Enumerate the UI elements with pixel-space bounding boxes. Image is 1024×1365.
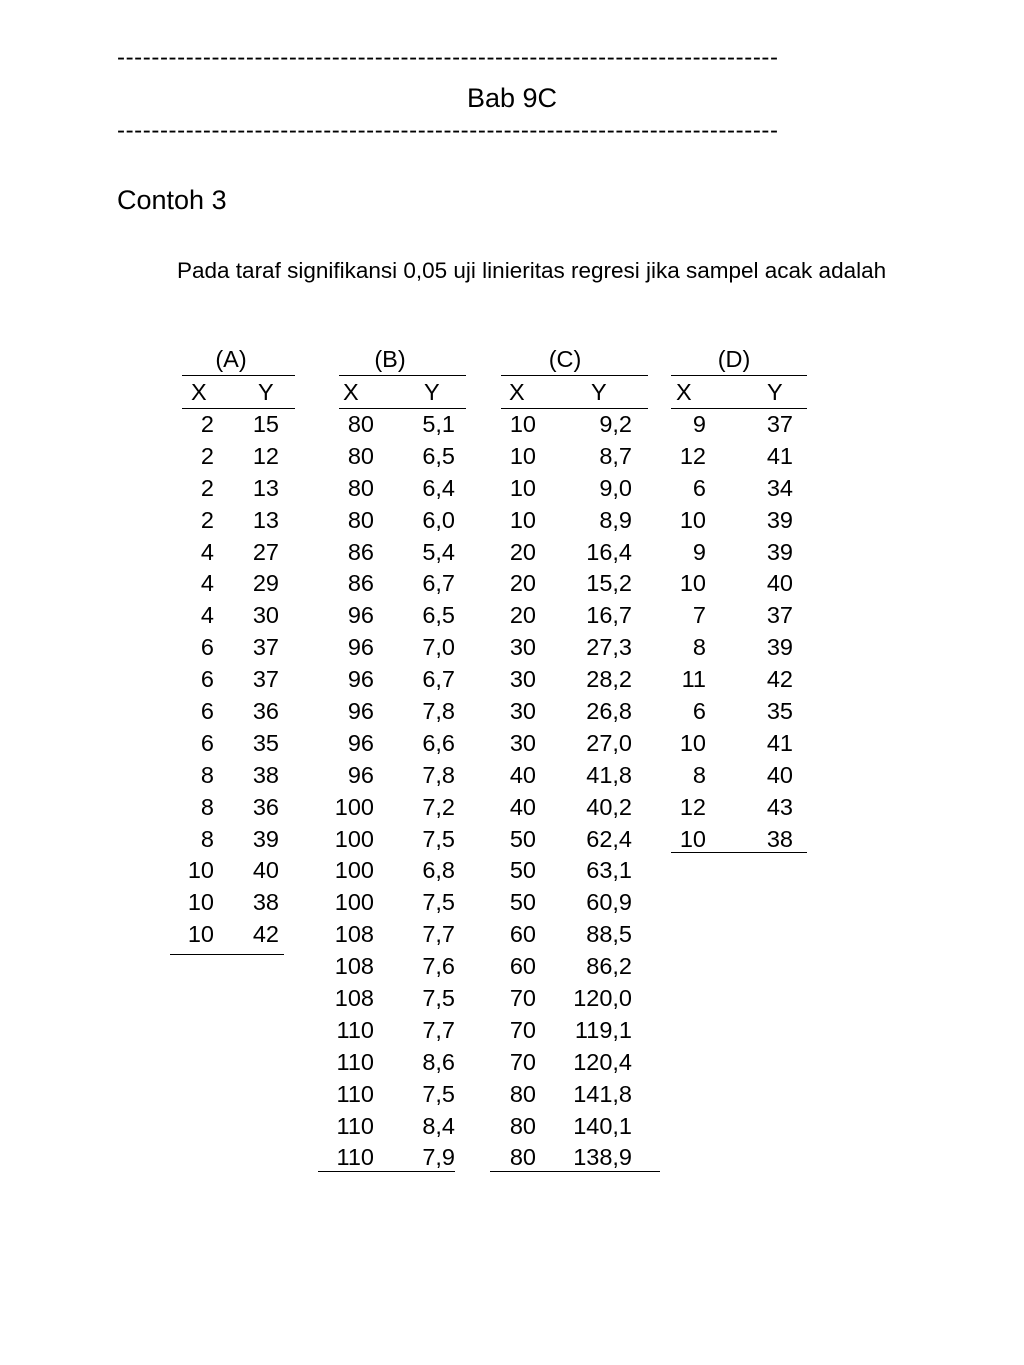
x-value-cell: 6 [200, 634, 214, 661]
x-value-cell: 6 [200, 729, 214, 756]
y-value-cell: 6,6 [422, 729, 455, 756]
y-value-cell: 27 [252, 538, 279, 565]
y-value-cell: 7,0 [422, 634, 455, 661]
y-value-cell: 40 [252, 857, 279, 884]
x-value-cell: 110 [336, 1048, 374, 1075]
x-value-cell: 10 [679, 729, 706, 756]
y-value-cell: 15,2 [586, 570, 632, 597]
dataset-b-top-rule [339, 375, 466, 376]
x-value-cell: 40 [509, 761, 536, 788]
x-value-cell: 7 [692, 602, 706, 629]
y-value-cell: 5,1 [422, 411, 455, 437]
dataset-a-x-header: X [191, 379, 207, 405]
y-value-cell: 38 [252, 761, 279, 788]
x-value-cell: 8 [200, 793, 214, 820]
y-value-cell: 6,7 [422, 570, 455, 597]
y-value-cell: 28,2 [586, 666, 632, 693]
x-value-cell: 50 [509, 889, 536, 916]
y-value-cell: 39 [766, 538, 793, 565]
x-value-cell: 86 [347, 538, 374, 565]
x-value-cell: 108 [334, 921, 374, 948]
y-value-cell: 39 [766, 506, 793, 533]
x-value-cell: 30 [509, 666, 536, 693]
x-value-cell: 80 [347, 411, 374, 437]
dataset-c-bottom-rule [490, 1171, 660, 1172]
x-value-cell: 10 [679, 506, 706, 533]
dataset-a-top-rule [182, 375, 295, 376]
y-value-cell: 8,6 [422, 1048, 455, 1075]
problem-statement: Pada taraf signifikansi 0,05 uji linieritas regresi jika sampel acak adalah [177, 258, 887, 283]
x-value-cell: 40 [509, 793, 536, 820]
y-value-cell: 7,5 [422, 825, 455, 852]
x-value-cell: 80 [347, 442, 374, 469]
x-value-cell: 70 [509, 1048, 536, 1075]
y-value-cell: 40 [766, 570, 793, 597]
dataset-b-bottom-rule [318, 1171, 455, 1172]
y-value-cell: 7,7 [422, 1016, 455, 1043]
x-value-cell: 10 [509, 506, 536, 533]
dataset-d-x-header: X [676, 379, 692, 405]
dataset-d-y-column [745, 409, 793, 855]
y-value-cell: 138,9 [573, 1144, 632, 1171]
dataset-a-bottom-rule [170, 954, 284, 955]
y-value-cell: 9,2 [599, 411, 632, 437]
x-value-cell: 2 [200, 506, 214, 533]
x-value-cell: 2 [200, 442, 214, 469]
y-value-cell: 26,8 [586, 698, 632, 725]
x-value-cell: 80 [347, 506, 374, 533]
x-value-cell: 110 [336, 1016, 374, 1043]
x-value-cell: 100 [334, 825, 374, 852]
y-value-cell: 141,8 [573, 1080, 632, 1107]
x-value-cell: 9 [692, 411, 706, 437]
x-value-cell: 108 [334, 985, 374, 1012]
dataset-b-y-header: Y [424, 379, 440, 405]
x-value-cell: 10 [679, 570, 706, 597]
x-value-cell: 80 [509, 1144, 536, 1171]
y-value-cell: 7,5 [422, 985, 455, 1012]
y-value-cell: 6,5 [422, 442, 455, 469]
y-value-cell: 41 [766, 442, 793, 469]
x-value-cell: 6 [200, 698, 214, 725]
x-value-cell: 60 [509, 953, 536, 980]
y-value-cell: 7,8 [422, 761, 455, 788]
y-value-cell: 7,5 [422, 1080, 455, 1107]
y-value-cell: 27,3 [586, 634, 632, 661]
x-value-cell: 80 [509, 1112, 536, 1139]
x-value-cell: 8 [692, 761, 706, 788]
x-value-cell: 9 [692, 538, 706, 565]
y-value-cell: 6,8 [422, 857, 455, 884]
y-value-cell: 7,7 [422, 921, 455, 948]
x-value-cell: 30 [509, 698, 536, 725]
x-value-cell: 96 [347, 602, 374, 629]
x-value-cell: 96 [347, 698, 374, 725]
x-value-cell: 10 [187, 857, 214, 884]
y-value-cell: 38 [252, 889, 279, 916]
y-value-cell: 8,4 [422, 1112, 455, 1139]
x-value-cell: 20 [509, 602, 536, 629]
x-value-cell: 80 [509, 1080, 536, 1107]
y-value-cell: 12 [252, 442, 279, 469]
x-value-cell: 10 [509, 474, 536, 501]
x-value-cell: 86 [347, 570, 374, 597]
y-value-cell: 42 [252, 921, 279, 948]
dataset-c-y-header: Y [591, 379, 607, 405]
chapter-title: Bab 9C [466, 83, 558, 113]
x-value-cell: 20 [509, 538, 536, 565]
x-value-cell: 30 [509, 729, 536, 756]
y-value-cell: 39 [766, 634, 793, 661]
y-value-cell: 60,9 [586, 889, 632, 916]
x-value-cell: 10 [509, 442, 536, 469]
dataset-b-x-column [318, 409, 374, 1174]
x-value-cell: 110 [336, 1112, 374, 1139]
x-value-cell: 12 [679, 793, 706, 820]
x-value-cell: 8 [200, 825, 214, 852]
x-value-cell: 12 [679, 442, 706, 469]
y-value-cell: 27,0 [586, 729, 632, 756]
y-value-cell: 37 [766, 411, 793, 437]
x-value-cell: 2 [200, 474, 214, 501]
dataset-a-label: (A) [215, 346, 247, 372]
x-value-cell: 100 [334, 857, 374, 884]
y-value-cell: 15 [252, 411, 279, 437]
y-value-cell: 16,7 [586, 602, 632, 629]
y-value-cell: 120,4 [573, 1048, 632, 1075]
dataset-d-x-column [665, 409, 706, 855]
x-value-cell: 96 [347, 729, 374, 756]
y-value-cell: 140,1 [573, 1112, 632, 1139]
y-value-cell: 8,9 [599, 506, 632, 533]
y-value-cell: 41,8 [586, 761, 632, 788]
y-value-cell: 6,0 [422, 506, 455, 533]
dataset-c-x-column [490, 409, 536, 1174]
x-value-cell: 100 [334, 889, 374, 916]
y-value-cell: 8,7 [599, 442, 632, 469]
y-value-cell: 36 [252, 793, 279, 820]
dataset-a-y-column [235, 409, 279, 951]
y-value-cell: 30 [252, 602, 279, 629]
y-value-cell: 40 [766, 761, 793, 788]
dataset-b-y-column [395, 409, 455, 1174]
y-value-cell: 40,2 [586, 793, 632, 820]
dataset-d-top-rule [671, 375, 807, 376]
y-value-cell: 120,0 [573, 985, 632, 1012]
x-value-cell: 2 [200, 411, 214, 437]
y-value-cell: 35 [766, 698, 793, 725]
y-value-cell: 37 [766, 602, 793, 629]
x-value-cell: 96 [347, 761, 374, 788]
y-value-cell: 86,2 [586, 953, 632, 980]
y-value-cell: 6,7 [422, 666, 455, 693]
y-value-cell: 42 [766, 666, 793, 693]
x-value-cell: 80 [347, 474, 374, 501]
y-value-cell: 39 [252, 825, 279, 852]
y-value-cell: 13 [252, 474, 279, 501]
dataset-b-label: (B) [374, 346, 406, 372]
y-value-cell: 35 [252, 729, 279, 756]
y-value-cell: 43 [766, 793, 793, 820]
x-value-cell: 4 [200, 538, 214, 565]
dataset-c-label: (C) [548, 346, 582, 372]
x-value-cell: 4 [200, 602, 214, 629]
y-value-cell: 7,9 [422, 1144, 455, 1171]
x-value-cell: 10 [187, 921, 214, 948]
x-value-cell: 8 [692, 634, 706, 661]
x-value-cell: 50 [509, 857, 536, 884]
y-value-cell: 7,8 [422, 698, 455, 725]
y-value-cell: 63,1 [586, 857, 632, 884]
y-value-cell: 9,0 [599, 474, 632, 501]
x-value-cell: 96 [347, 634, 374, 661]
x-value-cell: 4 [200, 570, 214, 597]
x-value-cell: 60 [509, 921, 536, 948]
x-value-cell: 110 [336, 1080, 374, 1107]
dataset-c-x-header: X [509, 379, 525, 405]
x-value-cell: 70 [509, 1016, 536, 1043]
dataset-a-x-column [170, 409, 214, 951]
dataset-d-label: (D) [717, 346, 751, 372]
x-value-cell: 10 [509, 411, 536, 437]
x-value-cell: 70 [509, 985, 536, 1012]
y-value-cell: 62,4 [586, 825, 632, 852]
y-value-cell: 36 [252, 698, 279, 725]
x-value-cell: 30 [509, 634, 536, 661]
y-value-cell: 38 [766, 825, 793, 852]
x-value-cell: 20 [509, 570, 536, 597]
y-value-cell: 7,5 [422, 889, 455, 916]
y-value-cell: 16,4 [586, 538, 632, 565]
x-value-cell: 108 [334, 953, 374, 980]
x-value-cell: 100 [334, 793, 374, 820]
y-value-cell: 34 [766, 474, 793, 501]
dataset-b-x-header: X [343, 379, 359, 405]
y-value-cell: 41 [766, 729, 793, 756]
x-value-cell: 50 [509, 825, 536, 852]
dataset-d-y-header: Y [767, 379, 783, 405]
y-value-cell: 6,5 [422, 602, 455, 629]
x-value-cell: 11 [681, 666, 706, 693]
x-value-cell: 110 [336, 1144, 374, 1171]
y-value-cell: 37 [252, 634, 279, 661]
dataset-a-y-header: Y [258, 379, 274, 405]
header-top-rule: ----------------------------------------------------------------------------- [117, 46, 779, 70]
dataset-c-top-rule [501, 375, 648, 376]
y-value-cell: 5,4 [422, 538, 455, 565]
y-value-cell: 13 [252, 506, 279, 533]
x-value-cell: 96 [347, 666, 374, 693]
y-value-cell: 7,6 [422, 953, 455, 980]
y-value-cell: 7,2 [422, 793, 455, 820]
dataset-d-bottom-rule [671, 852, 807, 853]
x-value-cell: 6 [200, 666, 214, 693]
y-value-cell: 88,5 [586, 921, 632, 948]
x-value-cell: 10 [679, 825, 706, 852]
x-value-cell: 6 [692, 698, 706, 725]
y-value-cell: 29 [252, 570, 279, 597]
example-heading: Contoh 3 [117, 185, 227, 215]
x-value-cell: 6 [692, 474, 706, 501]
x-value-cell: 8 [200, 761, 214, 788]
header-bottom-rule: ----------------------------------------------------------------------------- [117, 119, 779, 143]
x-value-cell: 10 [187, 889, 214, 916]
y-value-cell: 119,1 [574, 1016, 632, 1043]
y-value-cell: 37 [252, 666, 279, 693]
y-value-cell: 6,4 [422, 474, 455, 501]
dataset-c-y-column [552, 409, 632, 1174]
